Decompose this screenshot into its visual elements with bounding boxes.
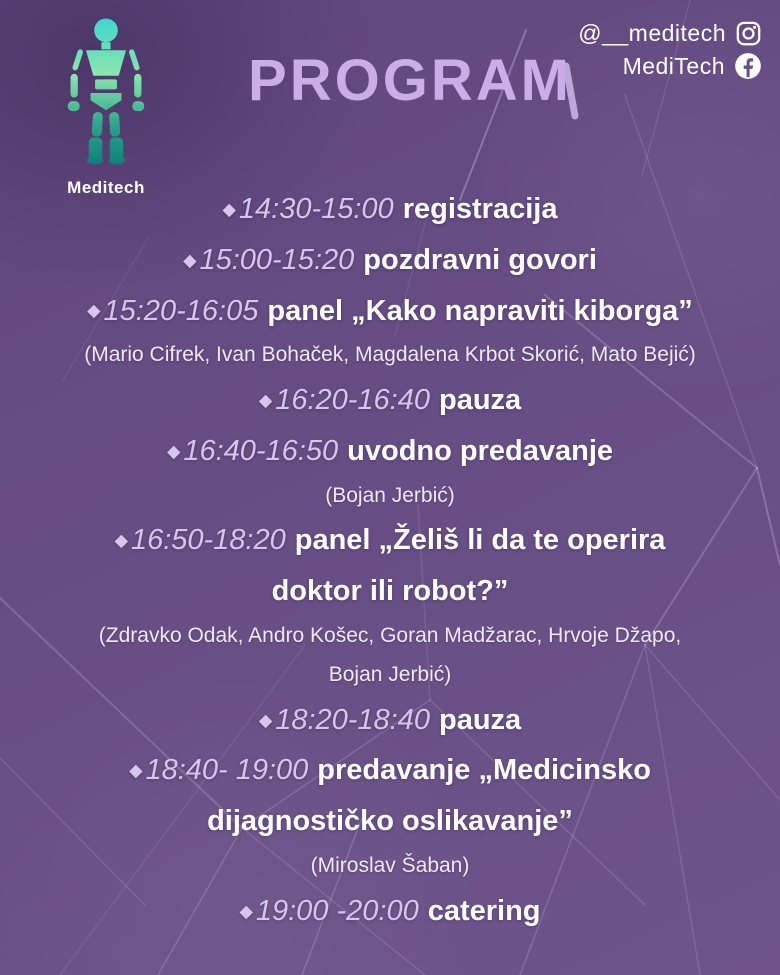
session-participants: (Miroslav Šaban) [310,853,470,877]
instagram-handle-text: @__meditech [578,20,726,46]
session-title: panel „Kako napraviti kiborga” [267,294,693,327]
session-title: pozdravni govori [363,243,597,276]
session-participants: (Zdravko Odak, Andro Košec, Goran Madžarac, Hrvoje Džapo, Bojan Jerbić) [98,623,682,686]
session-participants: (Mario Cifrek, Ivan Bohaček, Magdalena Krbot Skorić, Mato Bejić) [84,343,696,367]
session-time: 14:30-15:00 [238,193,394,225]
facebook-handle [623,52,762,80]
session-title: uvodno predavanje [347,434,614,467]
session-line [26,515,754,617]
schedule-item [26,745,754,885]
session-time: 18:40- 19:00 [145,754,309,787]
diamond-bullet-icon: ◆ [183,249,197,270]
session-time: 19:00 -20:00 [255,894,419,927]
session-time: 15:20-16:05 [103,294,259,327]
session-line [26,286,754,337]
schedule-item [26,286,754,376]
session-line [26,745,754,847]
session-time: 16:40-16:50 [183,434,339,467]
social-handles [578,20,762,80]
diamond-bullet-icon: ◆ [114,530,128,551]
session-title: pauza [439,703,522,736]
session-time: 16:50-18:20 [130,524,286,557]
schedule-item [26,426,754,516]
session-line [26,375,754,426]
session-title: registracija [402,193,558,225]
session-title: catering [427,894,541,927]
diamond-bullet-icon: ◆ [166,440,181,461]
schedule-item [26,375,754,426]
schedule-list [26,184,754,936]
session-line [26,695,754,746]
page-title: PROGRAM [248,48,572,113]
facebook-name-text: MediTech [622,52,725,79]
schedule-item [26,886,754,937]
brand-name: Meditech [67,178,145,197]
facebook-icon [734,52,762,80]
session-title: pauza [439,384,522,417]
schedule-item [26,235,754,286]
session-line [26,235,754,286]
session-line [26,886,754,937]
diamond-bullet-icon: ◆ [239,900,253,921]
session-line [26,426,754,477]
session-title: predavanje „Medicinsko dijagnostičko oslikavanje” [207,754,651,838]
diamond-bullet-icon: ◆ [258,709,273,730]
diamond-bullet-icon: ◆ [222,198,236,219]
diamond-bullet-icon: ◆ [87,300,101,321]
session-time: 18:20-18:40 [275,703,430,736]
diamond-bullet-icon: ◆ [129,760,143,781]
session-title: panel „Želiš li da te operira doktor ili robot?” [271,524,666,608]
session-time: 15:00-15:20 [199,243,355,276]
instagram-handle [578,20,762,47]
schedule-item [26,515,754,694]
schedule-item [26,695,754,746]
session-time: 16:20-16:40 [275,384,430,417]
session-participants: (Bojan Jerbić) [325,483,455,507]
diamond-bullet-icon: ◆ [258,389,273,410]
instagram-icon [735,20,762,47]
